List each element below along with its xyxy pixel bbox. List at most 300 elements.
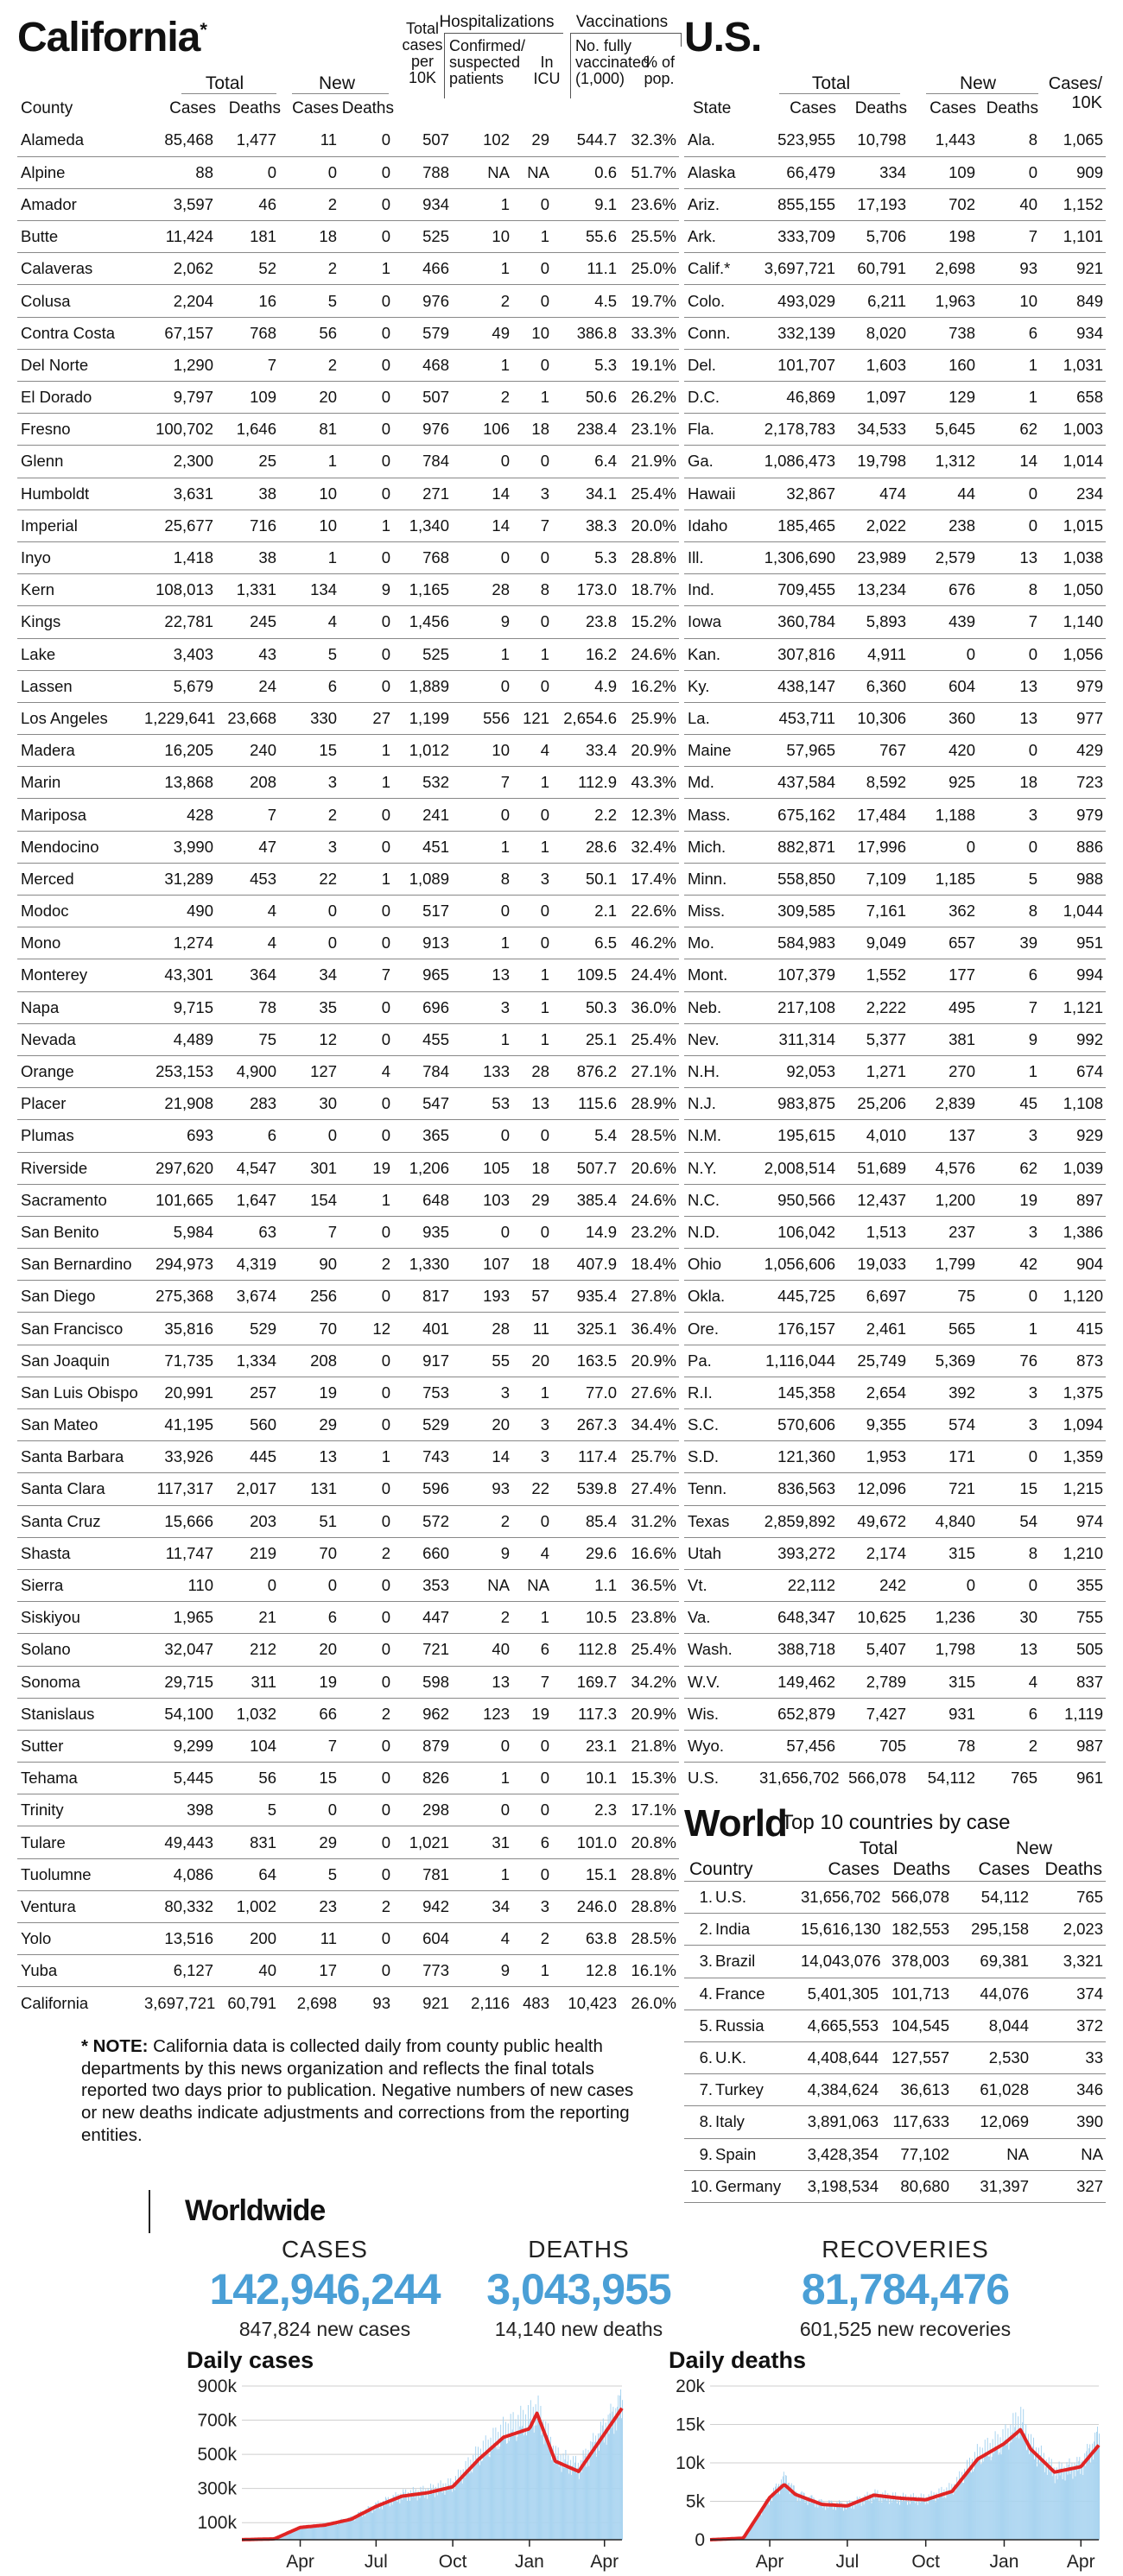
bar	[1082, 2475, 1083, 2540]
table-cell: 507.7	[552, 1152, 619, 1184]
table-cell: Neb.	[684, 991, 757, 1023]
table-cell: 15.1	[552, 1858, 619, 1890]
bar	[570, 2460, 571, 2540]
table-cell: 93	[978, 253, 1040, 285]
bar	[353, 2517, 354, 2540]
table-cell: 80,680	[881, 2170, 952, 2202]
table-row	[684, 927, 1106, 959]
col-new-deaths: Deaths	[341, 99, 394, 117]
bar	[1017, 2433, 1018, 2540]
table-cell: 237	[909, 1216, 978, 1248]
bar	[565, 2450, 566, 2540]
table-row	[17, 927, 679, 959]
table-cell: 22.6%	[619, 896, 679, 927]
table-cell: 1,116,044	[757, 1345, 838, 1377]
table-cell: 1,271	[838, 1055, 909, 1087]
table-row	[17, 1216, 679, 1248]
table-cell: 12,069	[952, 2106, 1031, 2138]
bar	[1058, 2470, 1059, 2540]
table-cell: 17,996	[838, 831, 909, 863]
bar	[865, 2495, 866, 2540]
table-cell: 25,677	[142, 510, 216, 541]
table-cell: 429	[1040, 735, 1106, 767]
table-cell: 0	[978, 1569, 1040, 1601]
table-cell: 171	[909, 1441, 978, 1473]
table-cell: 5,893	[838, 606, 909, 638]
world-subtitle: Top 10 countries by case	[781, 1811, 1011, 1834]
bar	[414, 2491, 415, 2540]
table-cell: 0	[339, 188, 393, 220]
table-cell: 604	[393, 1923, 452, 1955]
table-cell: 951	[1040, 927, 1106, 959]
bar	[314, 2527, 315, 2540]
total-cell: U.S.	[684, 1763, 757, 1794]
bar	[854, 2500, 855, 2540]
world-col-total-cases: Cases	[828, 1859, 879, 1879]
bar	[519, 2427, 520, 2540]
table-cell: 10,625	[838, 1602, 909, 1634]
bar	[1004, 2440, 1005, 2540]
table-row	[684, 767, 1106, 799]
table-cell: 2,023	[1031, 1914, 1106, 1946]
table-cell: Kings	[17, 606, 142, 638]
table-cell: 25.4%	[619, 478, 679, 510]
bar	[851, 2509, 852, 2540]
bar	[409, 2501, 410, 2540]
bar	[515, 2436, 516, 2540]
table-cell: 0	[512, 541, 552, 573]
table-cell: 23.1%	[619, 414, 679, 446]
bar	[816, 2501, 817, 2540]
table-row	[684, 1978, 1106, 2010]
bar	[432, 2494, 433, 2540]
table-row	[684, 1023, 1106, 1055]
bar	[577, 2468, 578, 2540]
table-cell: 738	[909, 317, 978, 349]
table-cell: 784	[393, 446, 452, 478]
table-cell: 451	[393, 831, 452, 863]
table-cell: 31,397	[952, 2170, 1031, 2202]
x-tick-label: Oct	[911, 2552, 941, 2572]
table-cell: 28	[452, 574, 512, 606]
bar	[563, 2468, 564, 2540]
bar	[777, 2486, 778, 2540]
table-cell: 572	[393, 1505, 452, 1537]
bar	[998, 2434, 999, 2540]
bar	[795, 2497, 796, 2540]
table-row	[684, 1473, 1106, 1505]
table-cell: 117,633	[881, 2106, 952, 2138]
bar	[429, 2495, 430, 2540]
table-cell: 283	[216, 1088, 279, 1120]
bar	[377, 2508, 378, 2540]
table-cell: Tenn.	[684, 1473, 757, 1505]
bar	[452, 2492, 453, 2540]
table-cell: 876.2	[552, 1055, 619, 1087]
bar	[367, 2513, 368, 2540]
bar	[897, 2503, 898, 2540]
bar	[836, 2503, 837, 2540]
bar	[971, 2472, 972, 2540]
bar	[532, 2423, 533, 2540]
bar	[832, 2503, 833, 2540]
table-cell: 0	[978, 1281, 1040, 1313]
table-cell: 107	[452, 1249, 512, 1281]
bar	[372, 2513, 373, 2540]
bar	[1042, 2464, 1043, 2540]
table-cell: 598	[393, 1666, 452, 1698]
table-cell: 565	[909, 1313, 978, 1345]
bar	[996, 2449, 997, 2540]
bar	[891, 2503, 892, 2540]
bar	[853, 2509, 854, 2540]
total-cell: 566,078	[838, 1763, 909, 1794]
table-cell: 18	[512, 414, 552, 446]
bar	[922, 2498, 923, 2540]
table-cell: 768	[393, 541, 452, 573]
bar	[975, 2463, 976, 2540]
table-cell: Pa.	[684, 1345, 757, 1377]
table-cell: 17	[279, 1955, 339, 1987]
bar	[309, 2529, 310, 2540]
table-cell: 26.2%	[619, 382, 679, 414]
bar	[885, 2495, 886, 2540]
table-cell: 2	[452, 382, 512, 414]
bar	[509, 2441, 510, 2540]
col-total-group: Total	[205, 73, 244, 93]
table-cell: 5	[279, 1858, 339, 1890]
table-cell: 110	[142, 1569, 216, 1601]
table-row	[17, 1152, 679, 1184]
worldwide-title: Worldwide	[185, 2194, 326, 2227]
table-cell: 208	[216, 767, 279, 799]
table-row	[17, 1249, 679, 1281]
table-cell: 4	[216, 896, 279, 927]
bar	[899, 2505, 900, 2540]
bar	[982, 2448, 983, 2540]
table-cell: 242	[838, 1569, 909, 1601]
table-cell: Tehama	[17, 1763, 142, 1794]
bar	[1080, 2474, 1081, 2540]
table-cell: 1,210	[1040, 1537, 1106, 1569]
table-cell: 256	[279, 1281, 339, 1313]
bar	[404, 2498, 405, 2540]
table-cell: 294,973	[142, 1249, 216, 1281]
bar	[935, 2499, 936, 2540]
table-cell: 2	[339, 1537, 393, 1569]
bar	[569, 2468, 570, 2540]
table-cell: 453	[216, 863, 279, 895]
california-note: * NOTE: California data is collected daily from county public health departments by this news organization and reflects the final totals reported two days prior to publication. Negative numbers of new cases or new deaths indicate adjustments and corrections from the reporting entities.	[81, 2036, 634, 2145]
table-cell: 0	[339, 1216, 393, 1248]
bar	[536, 2426, 537, 2540]
table-cell: 1,108	[1040, 1088, 1106, 1120]
bar	[896, 2498, 897, 2540]
bar	[887, 2493, 888, 2540]
table-cell: 33.3%	[619, 317, 679, 349]
bar	[584, 2465, 585, 2540]
table-cell: 71,735	[142, 1345, 216, 1377]
world-col-total-group: Total	[859, 1839, 898, 1858]
table-cell: 112.9	[552, 767, 619, 799]
us-col-total-cases: Cases	[790, 99, 836, 117]
bar	[552, 2456, 553, 2540]
bar	[481, 2461, 482, 2540]
table-cell: 648	[393, 1184, 452, 1216]
table-cell: Mich.	[684, 831, 757, 863]
table-cell: Santa Barbara	[17, 1441, 142, 1473]
bar	[595, 2435, 596, 2540]
bar	[804, 2493, 805, 2540]
table-cell: 34.4%	[619, 1409, 679, 1441]
table-cell: 123	[452, 1698, 512, 1730]
table-row	[684, 638, 1106, 670]
table-cell: 0	[978, 831, 1040, 863]
bar	[801, 2492, 802, 2540]
bar	[604, 2442, 605, 2540]
bar	[826, 2503, 827, 2540]
bar	[807, 2497, 808, 2540]
table-cell: 3,597	[142, 188, 216, 220]
bar	[1065, 2480, 1066, 2540]
table-cell: 4	[339, 1055, 393, 1087]
table-cell: 61,028	[952, 2074, 1031, 2106]
bar	[301, 2529, 302, 2540]
table-cell: Alaska	[684, 156, 757, 188]
table-cell: NA	[952, 2138, 1031, 2170]
bar	[486, 2452, 487, 2540]
table-row	[17, 1473, 679, 1505]
table-cell: 942	[393, 1890, 452, 1922]
table-cell: 3,403	[142, 638, 216, 670]
table-cell: 45	[978, 1088, 1040, 1120]
table-cell: 2.1	[552, 896, 619, 927]
table-cell: 134	[279, 574, 339, 606]
y-tick-label: 700k	[197, 2410, 237, 2431]
table-cell: 10,306	[838, 702, 909, 734]
table-cell: 75	[216, 1023, 279, 1055]
table-cell: Contra Costa	[17, 317, 142, 349]
table-cell: 525	[393, 221, 452, 253]
table-cell: Maine	[684, 735, 757, 767]
table-cell: 21.8%	[619, 1730, 679, 1762]
table-cell: 570,606	[757, 1409, 838, 1441]
table-cell: 773	[393, 1955, 452, 1987]
table-cell: 0	[452, 1730, 512, 1762]
table-cell: 0	[339, 317, 393, 349]
table-cell: 1,200	[909, 1184, 978, 1216]
bar	[418, 2491, 419, 2540]
bar	[753, 2524, 754, 2540]
bar	[386, 2498, 387, 2540]
table-row	[17, 831, 679, 863]
table-cell: 0	[339, 927, 393, 959]
bar	[911, 2498, 912, 2540]
table-cell: 3	[978, 1409, 1040, 1441]
bar	[453, 2481, 454, 2540]
table-cell: 897	[1040, 1184, 1106, 1216]
table-cell: 0	[512, 1216, 552, 1248]
table-cell: 784	[393, 1055, 452, 1087]
bar	[511, 2433, 512, 2540]
table-cell: Mono	[17, 927, 142, 959]
table-cell: 6	[978, 317, 1040, 349]
table-cell: 0	[339, 349, 393, 381]
table-cell: 253,153	[142, 1055, 216, 1087]
bar	[335, 2522, 336, 2540]
table-cell: 1	[512, 221, 552, 253]
table-cell: 8,044	[952, 2010, 1031, 2041]
table-cell: 2	[452, 1602, 512, 1634]
table-cell: 11	[512, 1313, 552, 1345]
bar	[1003, 2446, 1004, 2540]
table-cell: 1,094	[1040, 1409, 1106, 1441]
table-cell: 63.8	[552, 1923, 619, 1955]
col-total-deaths: Deaths	[228, 99, 281, 117]
bar	[901, 2499, 902, 2540]
table-cell: 1	[339, 767, 393, 799]
table-cell: Spain	[714, 2138, 798, 2170]
bar	[602, 2426, 603, 2540]
table-cell: 5,706	[838, 221, 909, 253]
bar	[549, 2445, 550, 2540]
bar	[932, 2497, 933, 2540]
table-row	[17, 1055, 679, 1087]
table-row	[684, 1730, 1106, 1762]
table-cell: 439	[909, 606, 978, 638]
table-row	[17, 1537, 679, 1569]
table-cell: 25.7%	[619, 1441, 679, 1473]
table-cell: 0	[512, 253, 552, 285]
table-cell: 453,711	[757, 702, 838, 734]
bar	[407, 2501, 408, 2540]
bar	[989, 2457, 990, 2540]
bar	[800, 2501, 801, 2540]
bar	[869, 2502, 870, 2540]
table-cell: 596	[393, 1473, 452, 1505]
table-cell: 246.0	[552, 1890, 619, 1922]
bar	[983, 2461, 984, 2540]
table-cell: 393,272	[757, 1537, 838, 1569]
table-cell: 1,120	[1040, 1281, 1106, 1313]
table-cell: 931	[909, 1698, 978, 1730]
table-cell: 29	[279, 1826, 339, 1858]
bar	[599, 2451, 600, 2540]
table-cell: Lassen	[17, 670, 142, 702]
table-row	[684, 1409, 1106, 1441]
table-cell: 1,799	[909, 1249, 978, 1281]
table-row	[684, 1634, 1106, 1666]
table-cell: 0	[452, 541, 512, 573]
table-cell: 3	[512, 863, 552, 895]
table-cell: 54,100	[142, 1698, 216, 1730]
table-cell: 12,096	[838, 1473, 909, 1505]
table-cell: 7	[216, 799, 279, 831]
table-cell: 2,698	[909, 253, 978, 285]
table-cell: 0	[512, 349, 552, 381]
table-cell: 0	[452, 896, 512, 927]
bar	[434, 2492, 435, 2540]
bar	[354, 2521, 355, 2540]
table-cell: 315	[909, 1666, 978, 1698]
table-cell: 965	[393, 959, 452, 991]
bar	[870, 2494, 871, 2540]
bar	[937, 2499, 938, 2540]
table-cell: 1	[452, 253, 512, 285]
bar	[1037, 2459, 1038, 2540]
table-cell: 23.1	[552, 1730, 619, 1762]
bar	[898, 2501, 899, 2540]
bar	[402, 2500, 403, 2540]
table-cell: 1	[339, 863, 393, 895]
table-cell: Merced	[17, 863, 142, 895]
bar	[304, 2528, 305, 2540]
daily-cases-title: Daily cases	[187, 2347, 314, 2373]
bar	[582, 2460, 583, 2540]
bar	[868, 2495, 869, 2540]
table-cell: 0	[512, 927, 552, 959]
bar	[594, 2442, 595, 2540]
table-row	[17, 1120, 679, 1152]
bar	[947, 2493, 948, 2540]
table-cell: 100,702	[142, 414, 216, 446]
table-cell: 105	[452, 1152, 512, 1184]
table-cell: Kan.	[684, 638, 757, 670]
table-cell: 495	[909, 991, 978, 1023]
table-cell: 5	[279, 285, 339, 317]
table-cell: 173.0	[552, 574, 619, 606]
us-col-new-deaths: Deaths	[986, 99, 1038, 117]
table-cell: 15.2%	[619, 606, 679, 638]
bar	[576, 2473, 577, 2540]
bar	[543, 2444, 544, 2540]
table-cell: Napa	[17, 991, 142, 1023]
table-cell: 10.	[684, 2170, 714, 2202]
bar	[912, 2501, 913, 2540]
table-cell: 29	[279, 1409, 339, 1441]
bar	[936, 2493, 937, 2540]
bar	[390, 2498, 391, 2540]
bar	[542, 2421, 543, 2540]
table-cell: 24.4%	[619, 959, 679, 991]
table-cell: 6	[512, 1826, 552, 1858]
bar	[790, 2485, 791, 2540]
bar	[890, 2495, 891, 2540]
us-col-new-cases: Cases	[929, 99, 976, 117]
table-row	[684, 1345, 1106, 1377]
bar	[830, 2507, 831, 2540]
table-cell: 2.	[684, 1914, 714, 1946]
bar	[1048, 2466, 1049, 2540]
bar	[456, 2482, 457, 2540]
bar	[812, 2503, 813, 2540]
table-cell: 1,312	[909, 446, 978, 478]
table-cell: 753	[393, 1377, 452, 1408]
bar	[332, 2524, 333, 2540]
table-cell: 203	[216, 1505, 279, 1537]
table-row	[17, 188, 679, 220]
table-cell: 0	[339, 1955, 393, 1987]
table-cell: 0	[339, 638, 393, 670]
table-cell: 0	[452, 446, 512, 478]
table-cell: 298	[393, 1794, 452, 1826]
table-cell: 11.1	[552, 253, 619, 285]
table-cell: 3	[978, 1377, 1040, 1408]
bar	[336, 2522, 337, 2540]
table-cell: 4,840	[909, 1505, 978, 1537]
table-cell: 702	[909, 188, 978, 220]
table-row	[17, 1763, 679, 1794]
